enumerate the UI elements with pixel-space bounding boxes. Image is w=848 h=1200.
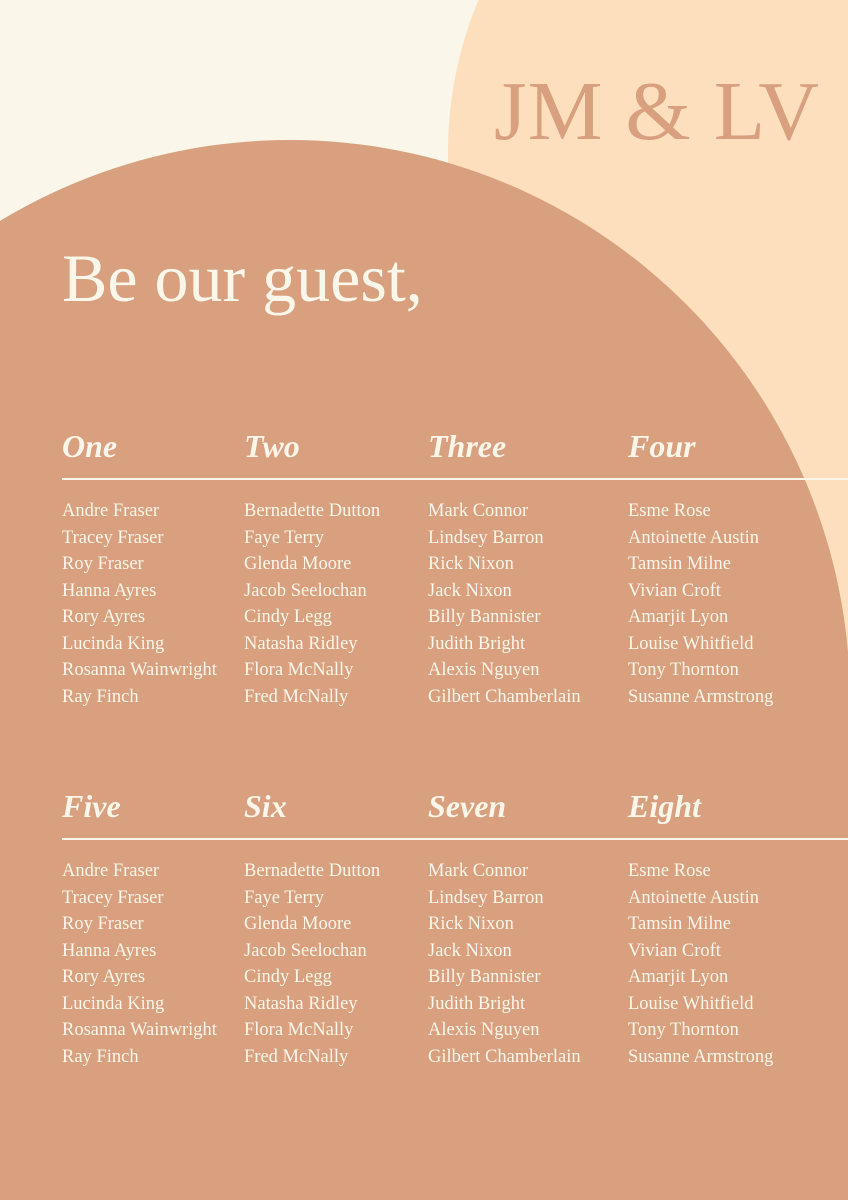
guest-name: Andre Fraser [62,501,160,521]
guest-name: Glenda Moore [244,914,352,934]
guest-name: Ray Finch [62,686,139,707]
table-title-eight: Eight [628,788,701,824]
guest-name: Rick Nixon [428,914,514,934]
guest-list-three [428,498,581,710]
guest-name: Amarjit Lyon [628,607,729,627]
table-title-two: Two [244,428,300,464]
guest-name: Cindy Legg [244,967,332,987]
guest-name: Flora McNally [244,660,354,680]
guest-name: Hanna Ayres [62,580,157,601]
guest-name: Tony Thornton [628,660,739,680]
guest-list-four [628,498,773,710]
guest-name: Roy Fraser [62,554,144,574]
guest-list-six [244,858,380,1070]
table-title-five: Five [62,788,121,824]
guest-name: Gilbert Chamberlain [428,1046,581,1067]
guest-name: Jack Nixon [428,580,512,601]
guest-name: Lindsey Barron [428,527,544,548]
guest-name: Vivian Croft [628,580,721,601]
guest-name: Lucinda King [62,993,165,1014]
guest-name: Rick Nixon [428,554,514,574]
guest-list-eight [628,858,773,1070]
guest-name: Susanne Armstrong [628,686,774,707]
table-title-seven: Seven [428,788,507,824]
guest-list-five [62,858,217,1070]
divider-line [62,838,848,840]
guest-name: Tamsin Milne [628,914,732,934]
guest-name: Jacob Seelochan [244,940,367,961]
guest-name: Rory Ayres [62,607,146,627]
guest-name: Tracey Fraser [62,887,164,908]
guest-name: Ray Finch [62,1046,139,1067]
guest-name: Fred McNally [244,1046,349,1067]
guest-name: Judith Bright [428,633,526,654]
table-title-one: One [62,428,118,464]
guest-name: Alexis Nguyen [428,1020,540,1040]
guest-name: Fred McNally [244,686,349,707]
guest-name: Cindy Legg [244,607,332,627]
guest-list-seven [428,858,581,1070]
guest-name: Tracey Fraser [62,527,164,548]
guest-name: Jacob Seelochan [244,580,367,601]
guest-name: Natasha Ridley [244,993,358,1014]
guest-name: Judith Bright [428,993,526,1014]
guest-name: Susanne Armstrong [628,1046,774,1067]
guest-name: Tony Thornton [628,1020,739,1040]
guest-name: Glenda Moore [244,554,352,574]
guest-name: Andre Fraser [62,861,160,881]
guest-list-two [244,498,380,710]
guest-name: Hanna Ayres [62,940,157,961]
couple-monogram: JM & LV [494,65,820,158]
table-title-three: Three [428,428,507,464]
guest-name: Mark Connor [428,861,529,881]
guest-name: Faye Terry [244,887,325,908]
table-title-six: Six [244,788,287,824]
guest-name: Antoinette Austin [628,527,760,548]
guest-name: Rosanna Wainwright [62,1020,217,1040]
guest-name: Bernadette Dutton [244,501,381,521]
guest-name: Natasha Ridley [244,633,358,654]
guest-name: Alexis Nguyen [428,660,540,680]
guest-name: Antoinette Austin [628,887,760,908]
guest-name: Rory Ayres [62,967,146,987]
guest-name: Louise Whitfield [628,633,754,654]
guest-name: Flora McNally [244,1020,354,1040]
guest-name: Lindsey Barron [428,887,544,908]
guest-name: Esme Rose [628,861,711,881]
page-headline: Be our guest, [62,240,423,316]
guest-name: Faye Terry [244,527,325,548]
divider-line [62,478,848,480]
guest-name: Vivian Croft [628,940,721,961]
guest-name: Bernadette Dutton [244,861,381,881]
guest-list-one [62,498,217,710]
guest-name: Gilbert Chamberlain [428,686,581,707]
guest-name: Roy Fraser [62,914,144,934]
guest-name: Rosanna Wainwright [62,660,217,680]
guest-name: Jack Nixon [428,940,512,961]
guest-name: Billy Bannister [428,967,541,987]
guest-name: Louise Whitfield [628,993,754,1014]
guest-name: Amarjit Lyon [628,967,729,987]
guest-name: Esme Rose [628,501,711,521]
guest-name: Lucinda King [62,633,165,654]
guest-name: Tamsin Milne [628,554,732,574]
guest-name: Mark Connor [428,501,529,521]
guest-name: Billy Bannister [428,607,541,627]
table-title-four: Four [628,428,696,464]
